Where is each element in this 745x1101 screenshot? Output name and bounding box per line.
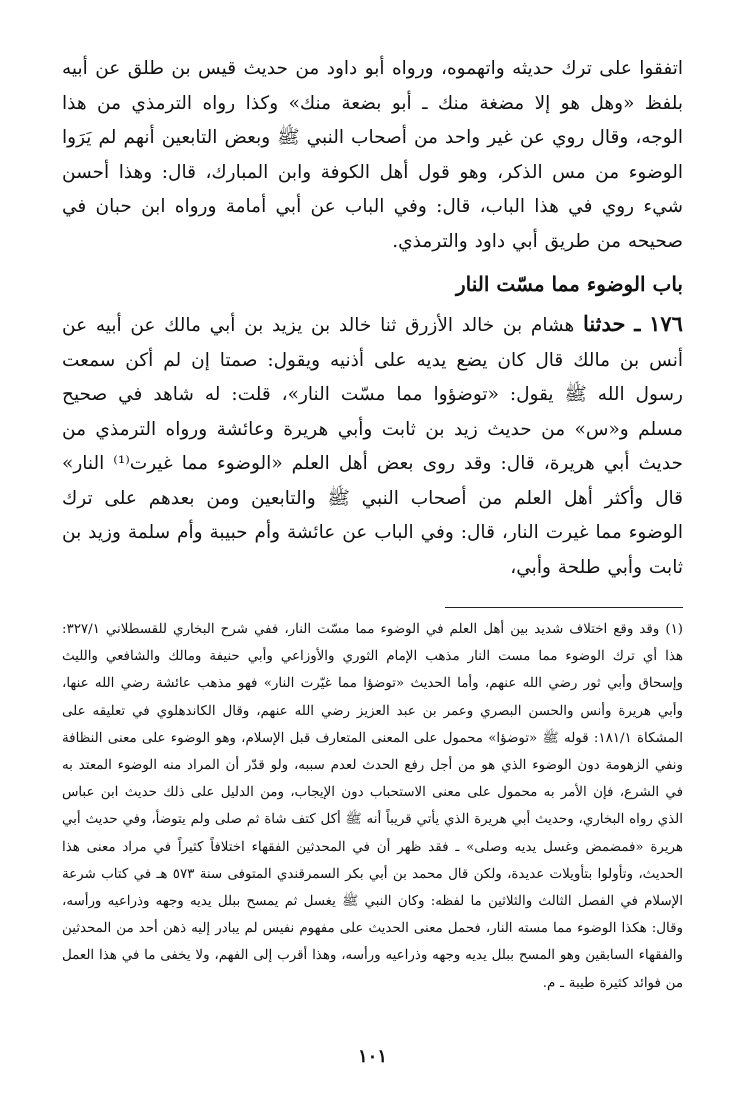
footnote-separator	[445, 607, 683, 608]
footnote	[62, 616, 683, 997]
body-paragraph-1: اتفقوا على ترك حديثه واتهموه، ورواه أبو داود من حديث قيس بن طلق عن أبيه بلفظ «وهل هو إلا مضغة منك ـ أبو بضعة منك» وكذا رواه الترمذي من هذا الوجه، وقال روي عن غير واحد من أصحاب النبي ﷺ وبعض التابعين أنهم لم يَرَوا الوضوء من مس الذكر، وهو قول أهل الكوفة وابن المبارك، قال: وهذا أحسن شيء روي في هذا الباب، قال: وفي الباب عن أبي أمامة ورواه ابن حبان في صحيحه من طريق أبي داود والترمذي.	[62, 58, 683, 252]
hadith-lead-word: حدثنا	[582, 311, 626, 336]
hadith-text: هشام بن خالد الأزرق ثنا خالد بن يزيد بن أبي مالك عن أبيه عن أنس بن مالك قال كان يضع يديه على أذنيه ويقول: صمتا إن لم أكن سمعت رسول الله ﷺ يقول: «توضؤوا مما مسّت النار»، قلت: له شاهد في صحيح مسلم و«س» من حديث زيد بن ثابت وأبي هريرة وعائشة ورواه الترمذي من حديث أبي هريرة، قال: وقد روى بعض أهل العلم «الوضوء مما غيرت⁽¹⁾ النار» قال وأكثر أهل العلم من أصحاب النبي ﷺ والتابعين ومن بعدهم على ترك الوضوء مما غيرت النار، قال: وفي الباب عن عائشة وأم حبيبة وأم سلمة وزيد بن ثابت وأبي طلحة وأبي،	[62, 315, 683, 578]
main-text	[62, 52, 683, 585]
footnote-text: (١) وقد وقع اختلاف شديد بين أهل العلم في الوضوء مما مسّت النار، ففي شرح البخاري للقسطلاني ٣٢٧/١: هذا أي ترك الوضوء مما مست النار مذهب الإمام الثوري والأوزاعي وأبي حنيفة ومالك والشافعي والليث وإسحاق وأبي ثور رضي الله عنهم، وأما الحديث «توضؤا مما غيّرت النار» فهو مذهب عائشة رضي الله عنها، وأبي هريرة وأنس والحسن البصري وعمر بن عبد العزيز رضي الله عنهم، وقال الكاندهلوي في تعليقه على المشكاة ١٨١/١: قوله ﷺ «توضؤا» محمول على المعنى المتعارف قبل الإسلام، وهو الوضوء على معنى النظافة ونفي الزهومة دون الوضوء الذي هو من أجل رفع الحدث لعدم سببه، ولو قدّر أن المراد منه الوضوء المعتد به في الشرع، فإن الأمر به محمول على معنى الاستحباب دون الإيجاب، ومن الدليل على ذلك حديث ابن عباس الذي رواه البخاري، وحديث أبي هريرة الذي يأتي قريباً أنه ﷺ أكل كتف شاة ثم صلى ولم يتوضأ، وفي حديث أبي هريرة «فمضمض وغسل يديه وصلى» ـ فقد ظهر أن في المحدثين الفقهاء اختلافاً كثيراً في مراد معنى هذا الحديث، وتأولوا بتأويلات عديدة، ولكن قال محمد بن أبي بكر السمرقندي المتوفى سنة ٥٧٣ هـ في كتاب شرعة الإسلام في الفصل الثالث والثلاثين ما لفظه: وكان النبي ﷺ يغسل ثم يمسح ببلل يديه وجهه وذراعيه ورأسه، وقال: هكذا الوضوء مما مسته النار، فحمل معنى الحديث على مفهوم نفيس لم يبادر إليه ذهن أحد من المحدثين والفقهاء السابقين وهو المسح ببلل يديه وجهه وذراعيه ورأسه، وهذا أقرب إلى الفهم، ولا يخفى ما في هذا العمل من فوائد كثيرة طيبة ـ م.	[62, 622, 683, 991]
page-number: ١٠١	[357, 1046, 387, 1067]
hadith-dash: ـ	[634, 311, 641, 336]
hadith-number: ١٧٦	[649, 311, 683, 336]
hadith-paragraph	[62, 307, 683, 585]
chapter-heading: باب الوضوء مما مسّت النار	[455, 272, 683, 296]
